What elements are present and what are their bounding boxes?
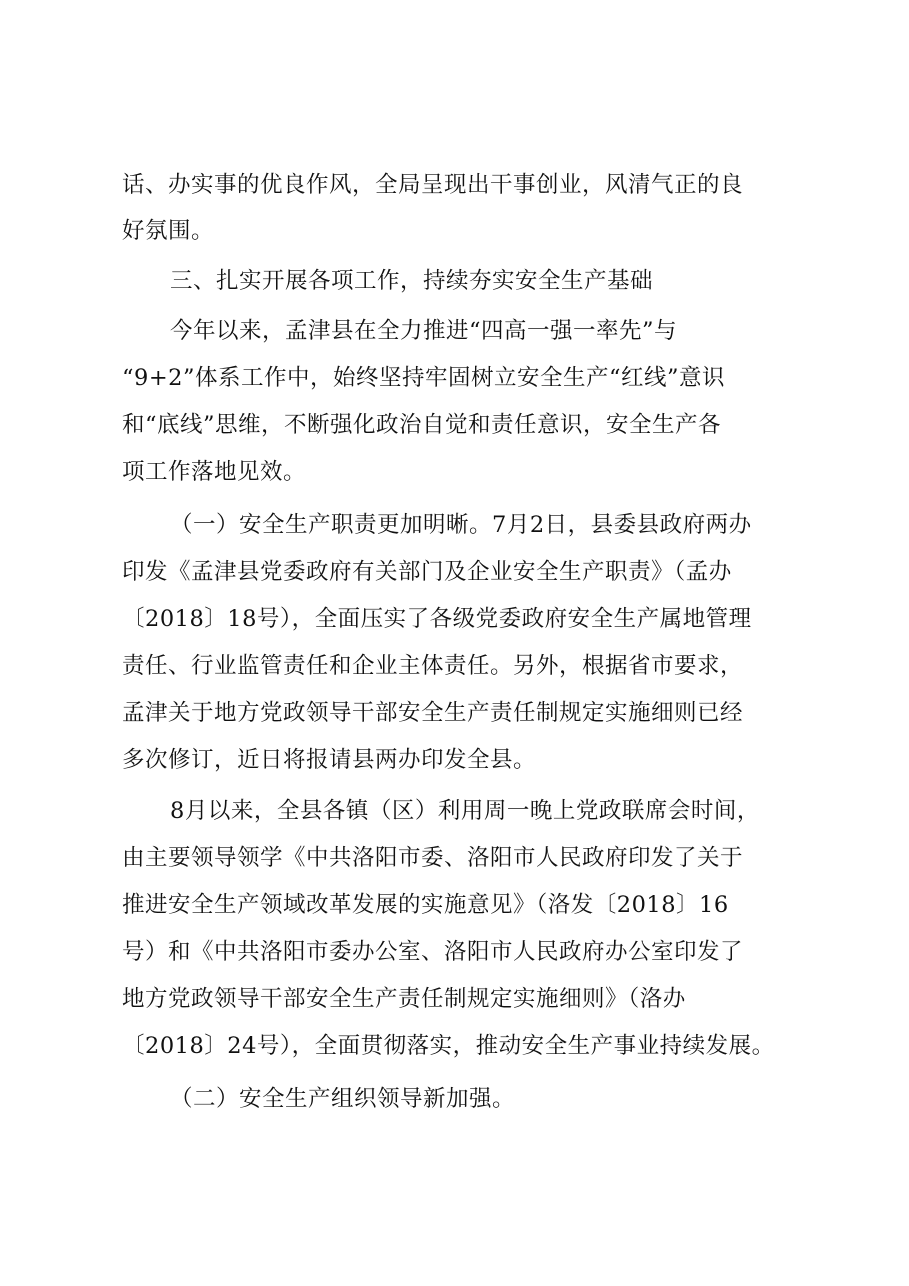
text-line: 8月以来，全县各镇（区）利用周一晚上党政联席会时间， — [170, 798, 760, 824]
text-line: 今年以来，孟津县在全力推进“四高一强一率先”与 — [170, 318, 678, 344]
text-line: 〔2018〕24号），全面贯彻落实，推动安全生产事业持续发展。 — [122, 1033, 775, 1059]
text-line: “9+2”体系工作中，始终坚持牢固树立安全生产“红线”意识 — [122, 365, 725, 391]
text-line: 话、办实事的优良作风，全局呈现出干事创业，风清气正的良 — [122, 172, 744, 198]
text-line: 多次修订，近日将报请县两办印发全县。 — [122, 747, 537, 773]
text-line: 好氛围。 — [122, 218, 215, 244]
text-line: 由主要领导领学《中共洛阳市委、洛阳市人民政府印发了关于 — [122, 845, 744, 871]
subsection-heading: （二）安全生产组织领导新加强。 — [170, 1086, 516, 1112]
text-line: 孟津关于地方党政领导干部安全生产责任制规定实施细则已经 — [122, 700, 744, 726]
text-line: 和“底线”思维，不断强化政治自觉和责任意识，安全生产各 — [122, 412, 722, 438]
text-line: 推进安全生产领域改革发展的实施意见》（洛发〔2018〕16 — [122, 892, 729, 918]
text-line: 〔2018〕18号），全面压实了各级党委政府安全生产属地管理 — [122, 606, 752, 632]
text-line: 印发《孟津县党委政府有关部门及企业安全生产职责》（孟办 — [122, 559, 732, 585]
text-line: 责任、行业监管责任和企业主体责任。另外，根据省市要求， — [122, 653, 744, 679]
section-heading: 三、扎实开展各项工作，持续夯实安全生产基础 — [170, 268, 654, 294]
text-line: 号）和《中共洛阳市委办公室、洛阳市人民政府办公室印发了 — [122, 939, 744, 965]
text-line: 项工作落地见效。 — [122, 459, 307, 485]
text-line: 地方党政领导干部安全生产责任制规定实施细则》（洛办 — [122, 986, 686, 1012]
subsection-heading: （一）安全生产职责更加明晰。7月2日，县委县政府两办 — [170, 512, 752, 538]
